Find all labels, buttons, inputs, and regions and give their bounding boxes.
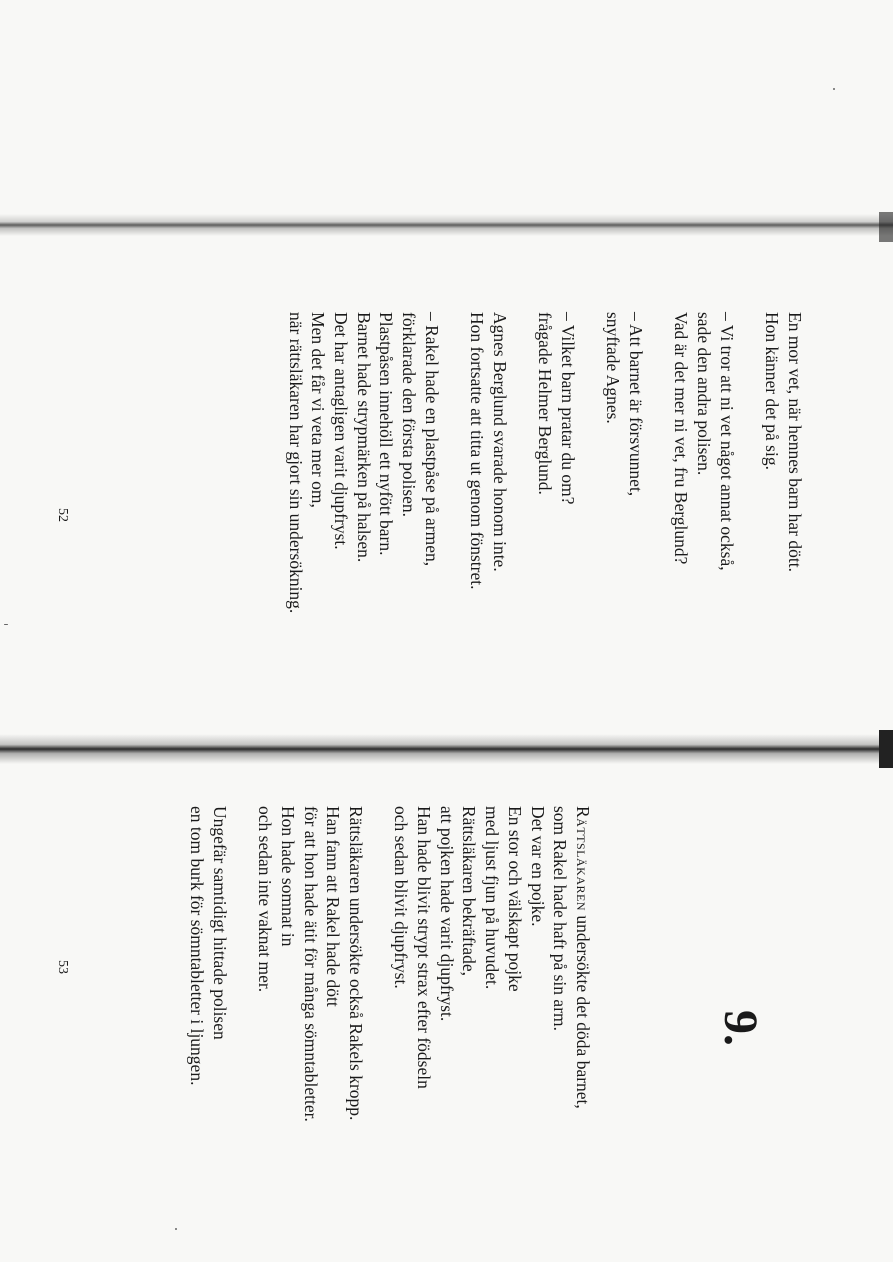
text-line: Hon hade somnat in: [277, 806, 298, 947]
text-line: för att hon hade ätit för många sömntabletter.: [300, 806, 321, 1122]
text-line: Vad är det mer ni vet, fru Berglund?: [671, 312, 692, 565]
page-fold-shadow: [0, 214, 893, 236]
text-line: Han hade blivit strypt strax efter födseln: [414, 806, 435, 1089]
text-line: och sedan blivit djupfryst.: [391, 806, 412, 989]
stanza: [670, 312, 738, 613]
stanza: [390, 806, 594, 1122]
text-line: Agnes Berglund svarade honom inte.: [489, 312, 510, 572]
text-line: en tom burk för sömntabletter i ljungen.: [187, 806, 208, 1086]
text-line: Han fann att Rakel hade dött: [323, 806, 344, 1007]
page-52-text: [284, 312, 806, 613]
text-line: att pojken hade varit djupfryst.: [436, 806, 457, 1022]
text-line: med ljust fjun på huvudet.: [482, 806, 503, 990]
chapter-number: 9.: [714, 1010, 767, 1046]
book-gutter-shadow: [0, 734, 893, 764]
text-line: Hon känner det på sig.: [762, 312, 783, 470]
text-line: [571, 806, 594, 1122]
dust-speck: [833, 88, 835, 90]
page-number: 53: [55, 960, 70, 974]
stanza: [534, 312, 579, 613]
text-line: – Att barnet är försvunnet,: [626, 312, 647, 497]
text-line: frågade Helmer Berglund.: [535, 312, 556, 495]
stanza: [466, 312, 511, 613]
text-line: sade den andra polisen.: [694, 312, 715, 476]
text-line: – Rakel hade en plastpåse på armen,: [421, 312, 442, 567]
stanza: [185, 806, 230, 1122]
text-line: när rättsläkaren har gjort sin undersökning.: [285, 312, 306, 614]
page-fold-edge: [879, 212, 893, 242]
text-line: – Vi tror att ni vet något annat också,: [716, 312, 737, 571]
text-line: Ungefär samtidigt hittade polisen: [209, 806, 230, 1040]
text-line: Rättsläkaren bekräftade,: [459, 806, 480, 977]
stanza: [253, 806, 367, 1122]
stanza: [284, 312, 443, 613]
stanza: [602, 312, 647, 613]
text-line: – Vilket barn pratar du om?: [558, 312, 579, 505]
text-line: förklarade den första polisen.: [399, 312, 420, 518]
text-line: En stor och välskapt pojke: [504, 806, 525, 992]
text-line: och sedan inte vaknat mer.: [255, 806, 276, 993]
text-line: Barnet hade strypmärken på halsen.: [353, 312, 374, 563]
text-line: Det har antagligen varit djupfryst.: [331, 312, 352, 550]
text-line: Hon fortsatte att titta ut genom fönstret.: [467, 312, 488, 590]
text-line-rest: undersökte det döda barnet,: [573, 911, 593, 1109]
dust-speck: [175, 1228, 177, 1230]
page-53-text: [185, 806, 594, 1122]
chapter-first-word: Rättsläkaren: [573, 806, 593, 912]
text-line: Rättsläkaren undersökte också Rakels kropp.: [345, 806, 366, 1121]
stanza: [761, 312, 806, 613]
book-gutter-edge: [879, 730, 893, 768]
text-line: Plastpåsen innehöll ett nyfött barn.: [376, 312, 397, 556]
text-line: Det var en pojke.: [527, 806, 548, 927]
dust-speck: [4, 624, 8, 625]
page-number: 52: [55, 508, 70, 522]
text-line: som Rakel hade haft på sin arm.: [550, 806, 571, 1032]
text-line: Men det får vi veta mer om,: [308, 312, 329, 508]
text-line: snyftade Agnes.: [603, 312, 624, 424]
text-line: En mor vet, när hennes barn har dött.: [785, 312, 805, 572]
